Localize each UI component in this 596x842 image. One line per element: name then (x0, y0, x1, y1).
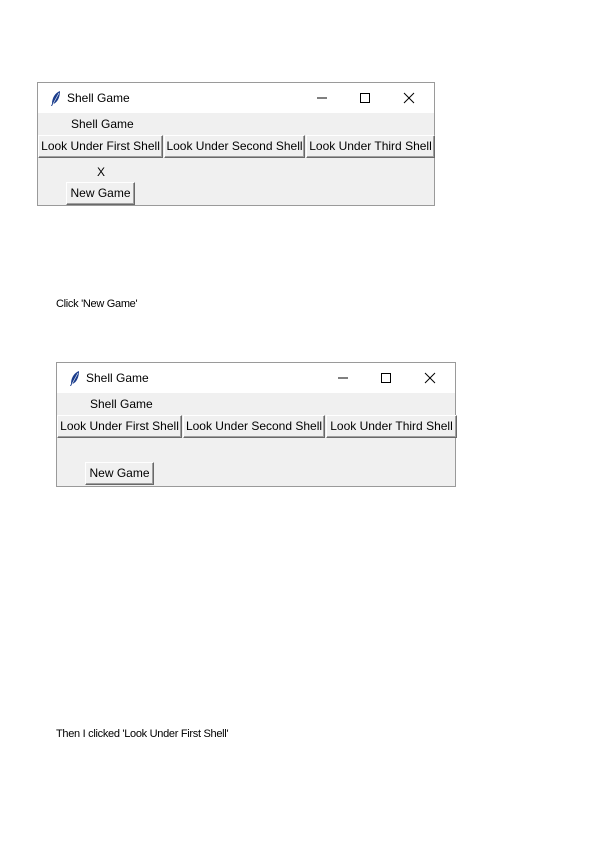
look-under-third-shell-button[interactable]: Look Under Third Shell (326, 415, 457, 438)
game-heading: Shell Game (90, 397, 153, 411)
maximize-icon[interactable] (356, 89, 374, 107)
shell-game-window-2 (56, 362, 456, 487)
look-under-first-shell-button[interactable]: Look Under First Shell (38, 135, 163, 158)
title-bar[interactable] (57, 363, 455, 393)
look-under-third-shell-button[interactable]: Look Under Third Shell (306, 135, 435, 158)
game-heading: Shell Game (71, 117, 134, 131)
minimize-icon[interactable] (313, 89, 331, 107)
minimize-icon[interactable] (334, 369, 352, 387)
window-title: Shell Game (67, 91, 130, 105)
look-under-first-shell-button[interactable]: Look Under First Shell (57, 415, 182, 438)
look-under-second-shell-button[interactable]: Look Under Second Shell (164, 135, 305, 158)
caption-click-new-game: Click 'New Game' (56, 298, 138, 310)
feather-icon (68, 370, 82, 387)
shell-button-row (57, 415, 455, 439)
new-game-button[interactable]: New Game (85, 462, 154, 485)
close-icon[interactable] (421, 369, 439, 387)
shell-button-row (38, 135, 434, 159)
caption-clicked-first-shell: Then I clicked 'Look Under First Shell' (56, 728, 229, 740)
result-label: X (96, 165, 105, 179)
title-bar[interactable] (38, 83, 434, 113)
window-title: Shell Game (86, 371, 149, 385)
new-game-button[interactable]: New Game (66, 182, 135, 205)
maximize-icon[interactable] (377, 369, 395, 387)
look-under-second-shell-button[interactable]: Look Under Second Shell (183, 415, 325, 438)
close-icon[interactable] (400, 89, 418, 107)
shell-game-window-1 (37, 82, 435, 206)
feather-icon (49, 90, 63, 107)
